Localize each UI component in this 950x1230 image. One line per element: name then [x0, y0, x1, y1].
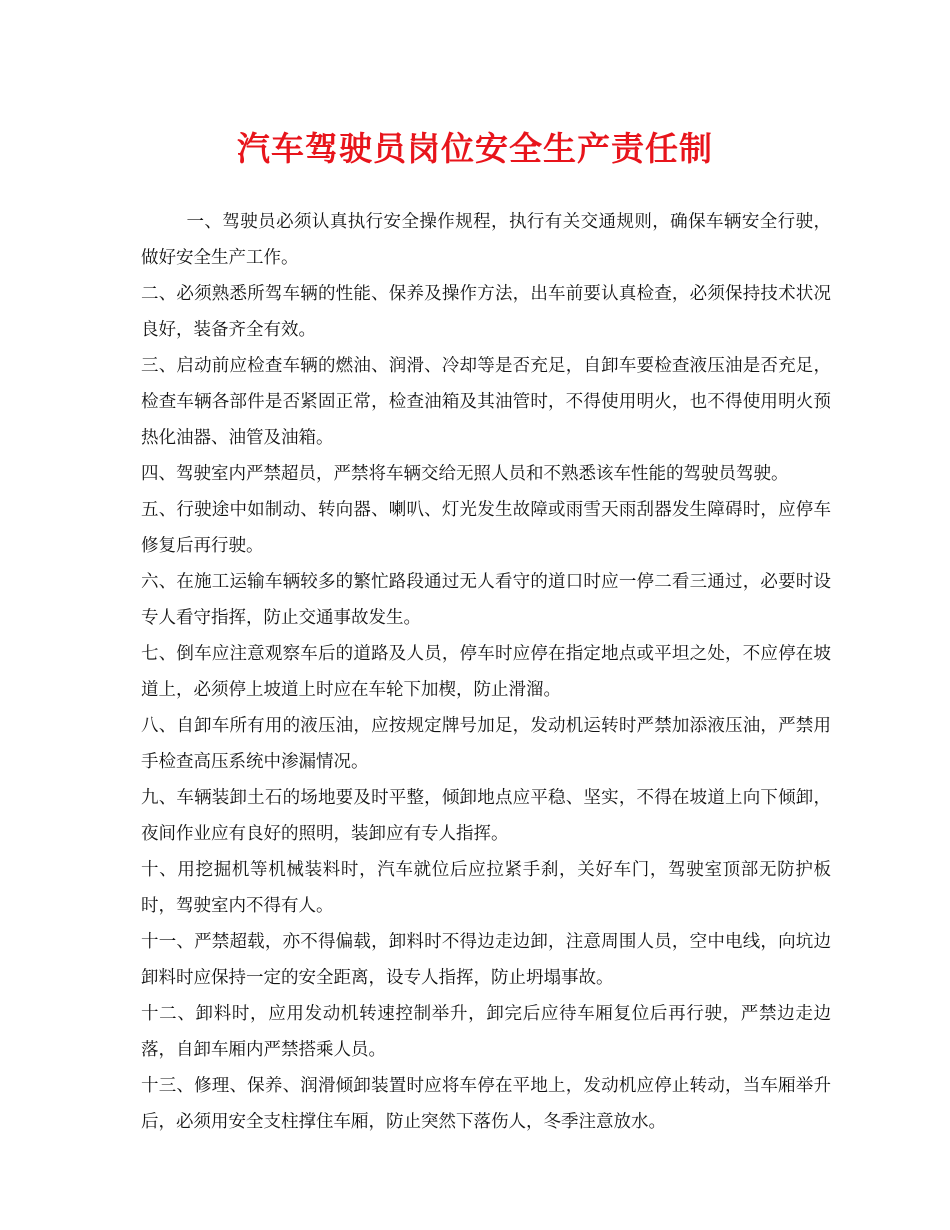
paragraph-2: 二、必须熟悉所驾车辆的性能、保养及操作方法，出车前要认真检查，必须保持技术状况良好，装备齐全有效。: [141, 284, 831, 340]
paragraph-3: 三、启动前应检查车辆的燃油、润滑、冷却等是否充足，自卸车要检查液压油是否充足，检查车辆各部件是否紧固正常，检查油箱及其油管时，不得使用明火，也不得使用明火预热化油器、油管及油箱。: [141, 356, 831, 448]
document-body: [141, 204, 831, 1140]
paragraph-13: 十三、修理、保养、润滑倾卸装置时应将车停在平地上，发动机应停止转动，当车厢举升后，必须用安全支柱撑住车厢，防止突然下落伤人，冬季注意放水。: [141, 1076, 831, 1132]
paragraph-6: 六、在施工运输车辆较多的繁忙路段通过无人看守的道口时应一停二看三通过，必要时设专人看守指挥，防止交通事故发生。: [141, 572, 831, 628]
paragraph-5: 五、行驶途中如制动、转向器、喇叭、灯光发生故障或雨雪天雨刮器发生障碍时，应停车修复后再行驶。: [141, 500, 831, 556]
paragraph-8: 八、自卸车所有用的液压油，应按规定牌号加足，发动机运转时严禁加添液压油，严禁用手检查高压系统中渗漏情况。: [141, 716, 831, 772]
document-title: 汽车驾驶员岗位安全生产责任制: [237, 129, 713, 168]
paragraph-12: 十二、卸料时，应用发动机转速控制举升，卸完后应待车厢复位后再行驶，严禁边走边落，自卸车厢内严禁搭乘人员。: [141, 1004, 831, 1060]
paragraph-7: 七、倒车应注意观察车后的道路及人员，停车时应停在指定地点或平坦之处，不应停在坡道上，必须停上坡道上时应在车轮下加楔，防止滑溜。: [141, 644, 831, 700]
paragraph-10: 十、用挖掘机等机械装料时，汽车就位后应拉紧手刹，关好车门，驾驶室顶部无防护板时，驾驶室内不得有人。: [141, 860, 831, 916]
paragraph-11: 十一、严禁超载，亦不得偏载，卸料时不得边走边卸，注意周围人员，空中电线，向坑边卸料时应保持一定的安全距离，设专人指挥，防止坍塌事故。: [141, 932, 831, 988]
paragraph-9: 九、车辆装卸土石的场地要及时平整，倾卸地点应平稳、坚实，不得在坡道上向下倾卸，夜间作业应有良好的照明，装卸应有专人指挥。: [141, 788, 831, 844]
paragraph-4: 四、驾驶室内严禁超员，严禁将车辆交给无照人员和不熟悉该车性能的驾驶员驾驶。: [141, 464, 789, 484]
paragraph-1: 一、驾驶员必须认真执行安全操作规程，执行有关交通规则，确保车辆安全行驶，做好安全生产工作。: [141, 212, 831, 268]
